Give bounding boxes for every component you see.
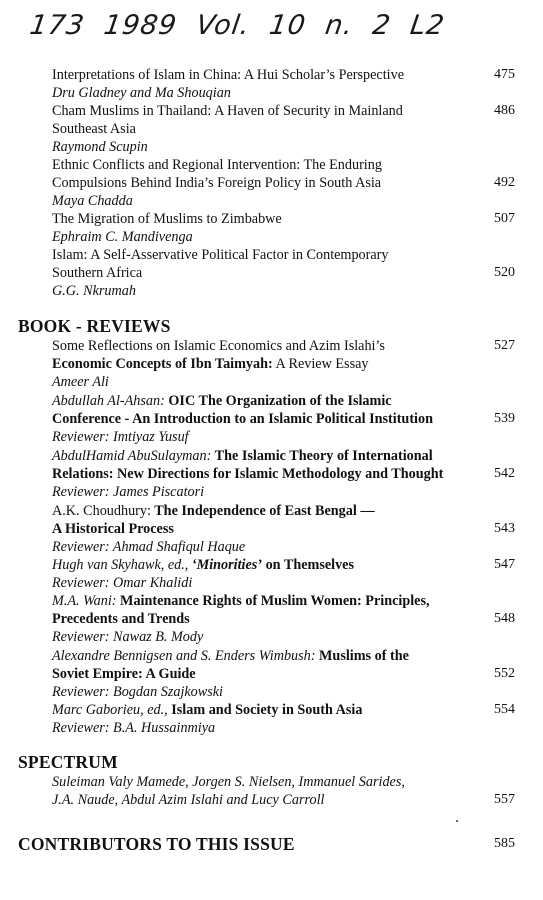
review-line (52, 556, 354, 574)
spectrum-authors: Suleiman Valy Mamede, Jorgen S. Nielsen, Immanuel Sarides, (52, 774, 405, 790)
article-title: Islam: A Self-Asservative Political Factor in Contemporary (52, 247, 389, 263)
page-number: 585 (494, 836, 515, 851)
page-number: 492 (494, 175, 515, 190)
book-author: Abdullah Al-Ahsan: (52, 393, 165, 409)
article-title-cont: Southeast Asia (52, 121, 136, 137)
page-number: 475 (494, 67, 515, 82)
book-title: The Islamic Theory of International (211, 448, 433, 464)
speck (456, 820, 458, 822)
reviewer: Reviewer: B.A. Hussainmiya (52, 720, 216, 736)
book-title-cont: Precedents and Trends (52, 611, 190, 627)
article-title: The Migration of Muslims to Zimbabwe (52, 211, 282, 227)
review-line (52, 447, 433, 465)
page-number: 520 (494, 265, 515, 280)
article-author: Maya Chadda (52, 193, 133, 209)
reviewer: Reviewer: Bogdan Szajkowski (52, 684, 223, 700)
reviewer: Reviewer: Nawaz B. Mody (52, 629, 204, 645)
page-number: 539 (494, 411, 515, 426)
book-title: Islam and Society in South Asia (167, 702, 363, 718)
article-author: Raymond Scupin (52, 139, 148, 155)
section-heading-book-reviews: BOOK - REVIEWS (18, 316, 171, 336)
book-title-cont: Relations: New Directions for Islamic Methodology and Thought (52, 466, 444, 482)
handwritten-note: 173 1989 Vol. 10 n. 2 L2 (27, 10, 447, 41)
page-number: 486 (494, 103, 515, 118)
page-number: 527 (494, 338, 515, 353)
book-title: Maintenance Rights of Muslim Women: Principles, (116, 593, 430, 609)
review-line (52, 592, 430, 610)
review-line (52, 502, 375, 520)
page-number: 554 (494, 702, 515, 717)
book-title-cont: A Historical Process (52, 521, 174, 537)
page-number: 548 (494, 611, 515, 626)
book-author: M.A. Wani: (52, 593, 117, 609)
review-line (52, 392, 392, 410)
review-title: Some Reflections on Islamic Economics and Azim Islahi’s (52, 338, 385, 354)
article-title: Interpretations of Islam in China: A Hui Scholar’s Perspective (52, 67, 404, 83)
page-number: 507 (494, 211, 515, 226)
book-title: on Themselves (262, 557, 354, 573)
page-number: 543 (494, 521, 515, 536)
review-title-cont (52, 355, 369, 373)
review-title-rest: A Review Essay (272, 356, 369, 372)
book-title-cont: Soviet Empire: A Guide (52, 666, 196, 682)
book-author: Alexandre Bennigsen and S. Enders Wimbush: (52, 648, 316, 664)
article-author: G.G. Nkrumah (52, 283, 136, 299)
reviewer: Reviewer: Imtiyaz Yusuf (52, 429, 189, 445)
book-author: A.K. Choudhury: (52, 503, 151, 519)
book-author: Marc Gaborieu, ed., (52, 702, 168, 718)
book-author: Hugh van Skyhawk, ed., (52, 557, 189, 573)
reviewer: Reviewer: James Piscatori (52, 484, 205, 500)
review-author: Ameer Ali (52, 374, 109, 390)
article-author: Ephraim C. Mandivenga (52, 229, 193, 245)
book-title: Economic Concepts of Ibn Taimyah: (52, 356, 273, 372)
review-line (52, 647, 409, 665)
book-title-cont: Conference - An Introduction to an Islamic Political Institution (52, 411, 433, 427)
book-title: OIC The Organization of the Islamic (164, 393, 392, 409)
book-title: Muslims of the (315, 648, 409, 664)
page-number: 547 (494, 557, 515, 572)
page-number: 552 (494, 666, 515, 681)
spectrum-authors-cont: J.A. Naude, Abdul Azim Islahi and Lucy Carroll (52, 792, 325, 808)
section-heading-contributors: CONTRIBUTORS TO THIS ISSUE (18, 834, 295, 854)
article-title-cont: Compulsions Behind India’s Foreign Policy in South Asia (52, 175, 382, 191)
section-heading-spectrum: SPECTRUM (18, 752, 118, 772)
book-title-quoted: ‘Minorities’ (188, 557, 263, 573)
article-title: Cham Muslims in Thailand: A Haven of Security in Mainland (52, 103, 403, 119)
article-author: Dru Gladney and Ma Shouqian (52, 85, 231, 101)
book-title: The Independence of East Bengal — (150, 503, 375, 519)
review-line (52, 701, 362, 719)
reviewer: Reviewer: Ahmad Shafiqul Haque (52, 539, 246, 555)
article-title: Ethnic Conflicts and Regional Intervention: The Enduring (52, 157, 382, 173)
book-author: AbdulHamid AbuSulayman: (52, 448, 212, 464)
article-title-cont: Southern Africa (52, 265, 143, 281)
page-number: 557 (494, 792, 515, 807)
reviewer: Reviewer: Omar Khalidi (52, 575, 193, 591)
page-number: 542 (494, 466, 515, 481)
